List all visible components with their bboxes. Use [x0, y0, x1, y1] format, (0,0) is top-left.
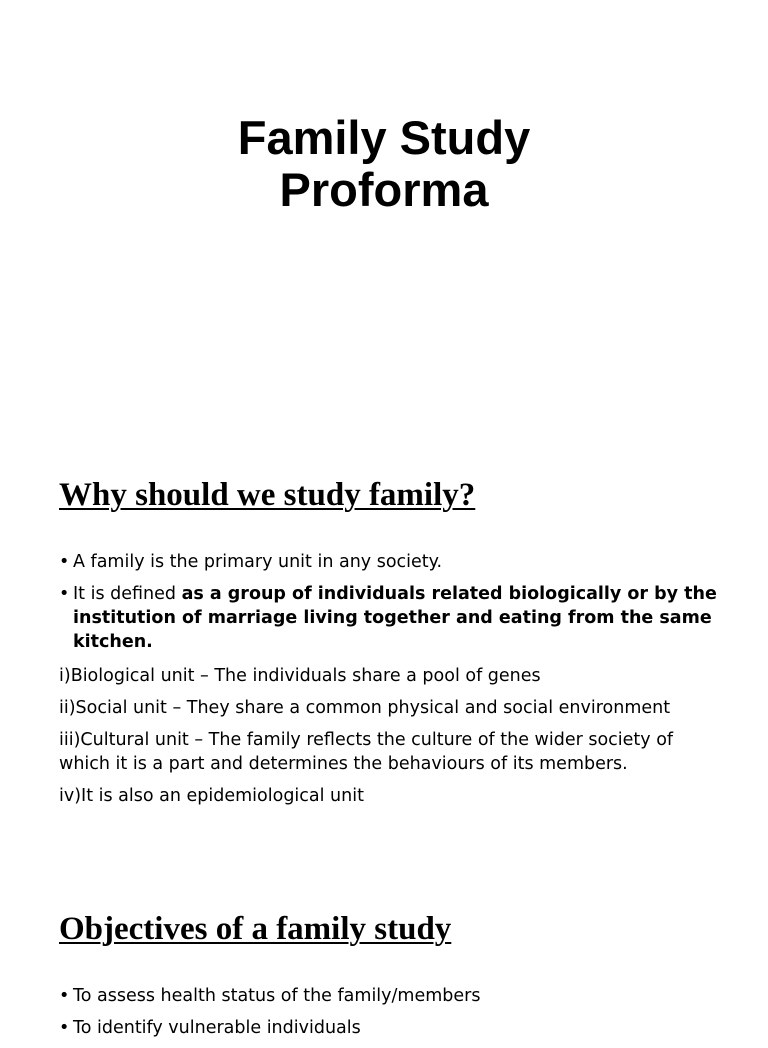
bullet-text: To identify vulnerable individuals — [73, 1018, 361, 1038]
slide-heading: Why should we study family? — [59, 477, 476, 513]
bullet-text-prefix: It is defined — [73, 584, 182, 604]
bullet-item — [59, 984, 719, 1008]
slide-heading: Objectives of a family study — [59, 911, 452, 947]
bullet-text: To assess health status of the family/members — [73, 986, 481, 1006]
objectives-slide — [0, 870, 768, 1038]
bullet-list — [59, 550, 719, 662]
bullet-icon: • — [59, 986, 70, 1006]
bullet-icon: • — [59, 584, 70, 604]
bullet-item — [59, 550, 719, 574]
bullet-list — [59, 984, 719, 1048]
bullet-item — [59, 1016, 719, 1040]
bullet-text: A family is the primary unit in any society. — [73, 552, 443, 572]
unit-item: iv)It is also an epidemiological unit — [59, 786, 364, 806]
unit-item: iii)Cultural unit – The family reflects the culture of the wider society of which it is a part and determines the behaviours of its members. — [59, 730, 674, 774]
bullet-text-bold: as a group of individuals related biologically or by the institution of marriage living together and eating from the same kitchen. — [73, 584, 717, 652]
why-study-slide — [0, 440, 768, 870]
bullet-icon: • — [59, 1018, 70, 1038]
title-line-1: Family Study — [237, 111, 531, 164]
bullet-item — [59, 582, 719, 654]
unit-item: ii)Social unit – They share a common physical and social environment — [59, 698, 671, 718]
unit-item: i)Biological unit – The individuals share a pool of genes — [59, 666, 541, 686]
title-slide — [0, 0, 768, 440]
unit-list — [59, 664, 719, 816]
title-line-2: Proforma — [279, 163, 489, 216]
slide-title — [0, 112, 768, 216]
bullet-icon: • — [59, 552, 70, 572]
